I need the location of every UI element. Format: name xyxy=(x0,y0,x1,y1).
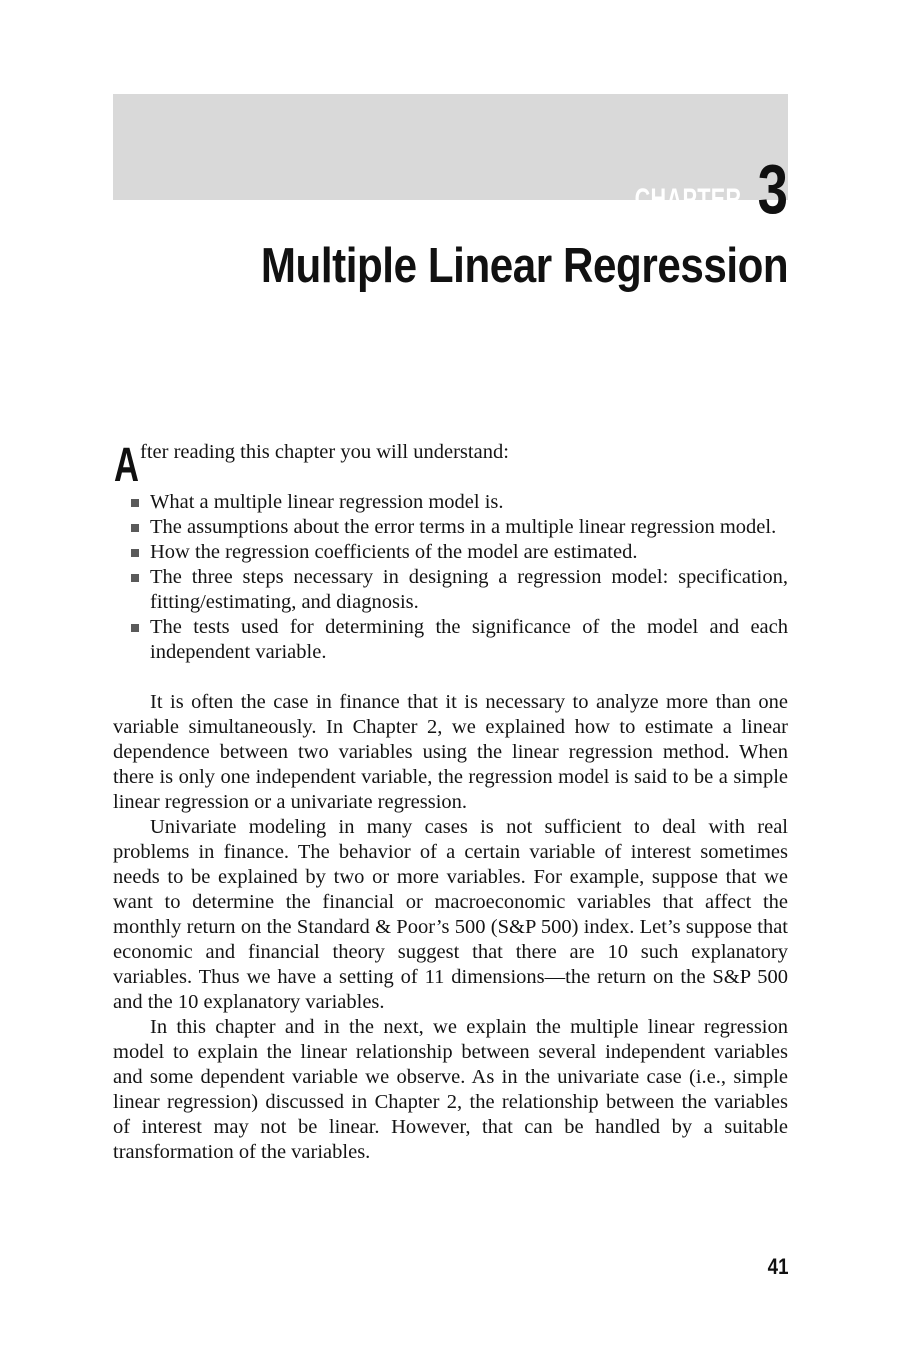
objective-text: The assumptions about the error terms in a multiple linear regression model. xyxy=(150,516,777,538)
learning-objectives-list xyxy=(113,490,788,665)
objective-item xyxy=(113,515,788,540)
square-bullet-icon xyxy=(131,499,139,507)
drop-cap: A xyxy=(114,439,139,492)
chapter-label xyxy=(593,150,788,228)
objective-text: What a multiple linear regression model is. xyxy=(150,491,504,513)
objective-item xyxy=(113,490,788,515)
body-paragraph: It is often the case in finance that it is necessary to analyze more than one variable simultaneously. In Chapter 2, we explained how to estimate a linear dependence between two variables using the linear regression method. When there is only one independent variable, the regression model is said to be a simple linear regression or a univariate regression. xyxy=(113,691,788,813)
objective-item xyxy=(113,615,788,665)
objective-item xyxy=(113,565,788,615)
intro-paragraph xyxy=(113,440,788,490)
page-number: 41 xyxy=(767,1254,788,1279)
square-bullet-icon xyxy=(131,524,139,532)
intro-text: fter reading this chapter you will understand: xyxy=(140,441,509,463)
chapter-title: Multiple Linear Regression xyxy=(260,239,788,293)
chapter-word: CHAPTER xyxy=(634,183,742,216)
objective-text: How the regression coefficients of the model are estimated. xyxy=(150,541,638,563)
objective-item xyxy=(113,540,788,565)
objective-text: The tests used for determining the significance of the model and each independent variable. xyxy=(150,616,788,663)
chapter-number: 3 xyxy=(757,150,788,228)
body-text xyxy=(113,690,788,1165)
square-bullet-icon xyxy=(131,624,139,632)
body-paragraph: Univariate modeling in many cases is not sufficient to deal with real problems in finance. The behavior of a certain variable of interest sometimes needs to be explained by two or more variables. For example, suppose that we want to determine the financial or macroeconomic variables that affect the monthly return on the Standard & Poor’s 500 (S&P 500) index. Let’s suppose that economic and financial theory suggest that there are 10 such explanatory variables. Thus we have a setting of 11 dimensions—the return on the S&P 500 and the 10 explanatory variables. xyxy=(113,816,788,1013)
body-paragraph: In this chapter and in the next, we explain the multiple linear regression model to explain the linear relationship between several independent variables and some dependent variable we observe. As in the univariate case (i.e., simple linear regression) discussed in Chapter 2, the relationship between the variables of interest may not be linear. However, that can be handled by a suitable transformation of the variables. xyxy=(113,1016,788,1163)
objective-text: The three steps necessary in designing a regression model: specification, fitting/estimating, and diagnosis. xyxy=(150,566,788,613)
chapter-content xyxy=(113,440,788,1165)
square-bullet-icon xyxy=(131,549,139,557)
square-bullet-icon xyxy=(131,574,139,582)
